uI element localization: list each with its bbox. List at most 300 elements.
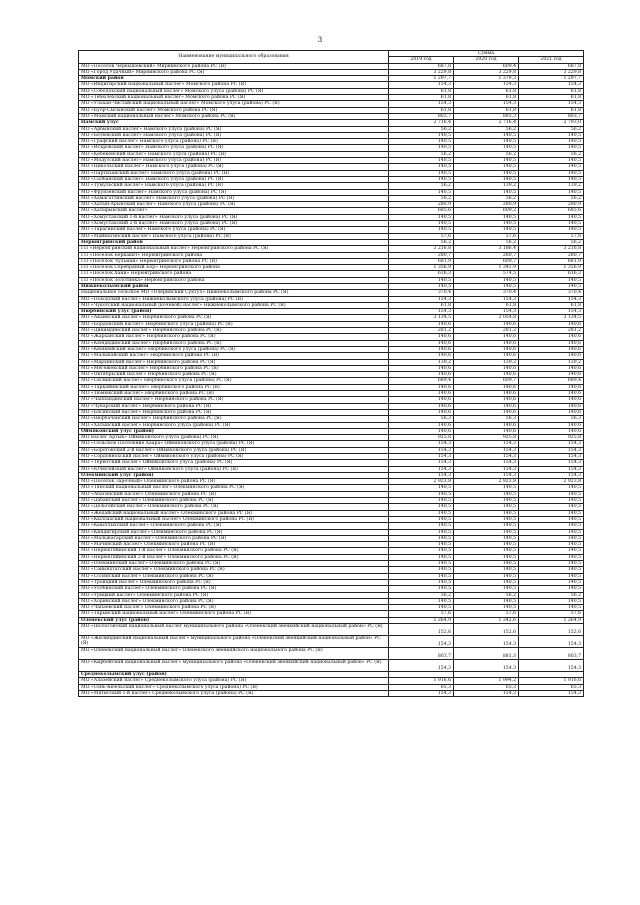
municipality-name: Оймяконский улус (район) [79,428,389,434]
amount-cell: 1 356,9 [389,265,454,271]
amount-cell: 140,5 [519,283,584,289]
amount-cell: 154,3 [454,636,519,648]
amount-cell: 3 229,8 [389,69,454,75]
municipality-name: МО «Алазейский наслег» Среднеколымского улуса (района) РС (Я) [79,678,389,684]
municipality-name: МО «Искровский наслег» Намского улуса (района) РС (Я) [79,145,389,151]
amount-cell: 140,5 [519,579,584,585]
header-year-2019: 2019 год [389,57,454,63]
amount-cell: 280,9 [519,202,584,208]
amount-cell: 65,3 [454,684,519,690]
municipality-name: МО «Графский наслег» Намского улуса (района) РС (Я) [79,139,389,145]
amount-cell: 685,6 [519,208,584,214]
amount-cell: 140,6 [389,422,454,428]
amount-cell: 140,5 [454,510,519,516]
amount-cell: 689,4 [519,378,584,384]
amount-cell: 56,2 [454,126,519,132]
municipality-name: МО «Солянский наслег» Олекминского района РС (Я) [79,573,389,579]
amount-cell: 140,5 [389,158,454,164]
amount-cell: 140,5 [389,214,454,220]
municipality-name: МО «Кюнкюйский наслег» Нюрбинского улуса (района) РС (Я) [79,346,389,352]
municipality-name: МО «Хатын-Арынский наслег» Намского улуса (района) РС (Я) [79,202,389,208]
municipality-name: Нижнеколымский район [79,283,389,289]
amount-cell: 140,5 [454,176,519,182]
amount-cell: 140,5 [454,145,519,151]
amount-cell: 56,3 [519,416,584,422]
amount-cell: 140,5 [389,554,454,560]
amount-cell: 280,7 [454,252,519,258]
amount-cell: 140,5 [454,221,519,227]
amount-cell: 140,5 [519,139,584,145]
amount-cell: 140,6 [519,422,584,428]
amount-cell: 140,5 [454,579,519,585]
amount-cell: 154,3 [389,441,454,447]
amount-cell: 57,6 [519,233,584,239]
municipality-name: МО «Саныяхтатский наслег» Олекминского района РС (Я) [79,567,389,573]
header-name-column: Наименование муниципального образования [79,51,389,64]
municipality-name: ГП «Нерюнгринский национальный наслег» Нерюнгринского района РС (Я) [79,246,389,252]
amount-cell: 140,6 [454,391,519,397]
municipality-name: МО «Салбанский наслег» Намского улуса (района) РС (Я) [79,176,389,182]
municipality-name: МО «Тюмюкский наслег» Нюрбинского района РС (Я) [79,391,389,397]
municipality-name: ГП «Поселок Серебряный Бор» Нерюнгринского района [79,265,389,271]
amount-cell: 140,6 [519,353,584,359]
municipality-name: МО «Троицкий наслег» Олекминского района РС (Я) [79,579,389,585]
municipality-name: Национальное сельское МО «Олеринский Суктул» Нижнеколымского района РС (Я) [79,290,389,296]
amount-cell: 140,5 [389,170,454,176]
table-row [79,648,584,660]
amount-cell: 56,2 [389,126,454,132]
amount-cell: 57,6 [389,611,454,617]
amount-cell: 140,5 [389,523,454,529]
amount-cell: 609,2 [454,208,519,214]
amount-cell: 154,3 [454,660,519,672]
amount-cell: 140,5 [519,170,584,176]
amount-cell: 61,8 [519,302,584,308]
amount-cell: 140,5 [519,176,584,182]
municipality-name: МО «Уолбинский наслег» Олекминского района РС (Я) [79,586,389,592]
amount-cell: 140,5 [389,605,454,611]
amount-cell: 140,5 [519,529,584,535]
amount-cell: 57,6 [389,233,454,239]
amount-cell: 140,5 [389,132,454,138]
amount-cell: 689,4 [389,378,454,384]
amount-cell: 687,8 [519,63,584,69]
municipality-name: Среднеколымский улус (район) [79,672,389,678]
amount-cell: 140,5 [389,510,454,516]
amount-cell: 139,2 [519,359,584,365]
amount-cell: 61,8 [454,95,519,101]
municipality-name: Намский улус [79,120,389,126]
amount-cell: 154,3 [454,296,519,302]
municipality-name: МО «Олекминский наслег» Олекминского района РС (Я) [79,561,389,567]
amount-cell: 139,2 [454,183,519,189]
amount-cell: 687,8 [389,63,454,69]
amount-cell: 140,5 [454,504,519,510]
amount-cell: 140,6 [389,372,454,378]
municipality-name: МО «Арбынский наслег» Намского улуса (района) РС (Я) [79,126,389,132]
amount-cell: 140,5 [454,498,519,504]
amount-cell: 61,8 [519,95,584,101]
municipality-name: МО «Чукарский наслег» Нюрбинского района РС (Я) [79,403,389,409]
amount-cell: 61,8 [389,107,454,113]
amount-cell: 61,8 [389,88,454,94]
amount-cell: 154,3 [454,101,519,107]
municipality-name: МО «Чукотский национальный (кочевой) наслег» Нижнеколымского района РС (Я) [79,302,389,308]
amount-cell: 56,2 [454,592,519,598]
amount-cell: 56,2 [454,195,519,201]
municipality-name: Нерюнгринский район [79,239,389,245]
amount-cell: 140,6 [454,334,519,340]
amount-cell: 140,6 [519,340,584,346]
table-row [79,624,584,636]
amount-cell: 609,7 [454,378,519,384]
amount-cell: 881,3 [454,648,519,660]
amount-cell: 140,6 [519,365,584,371]
municipality-name: МО «Сельское Поселение Хаара» Оймяконского улуса (района) РС (Я) [79,441,389,447]
amount-cell: 140,5 [389,579,454,585]
amount-cell: 152,6 [389,624,454,636]
amount-cell: 140,5 [454,164,519,170]
amount-cell: 280,7 [389,252,454,258]
amount-cell: 140,6 [454,409,519,415]
municipality-name: МО «Дабанский наслег» Олекминского района РС (Я) [79,498,389,504]
municipality-name: МО «Тянский национальный наслег» Олекминского района РС (Я) [79,485,389,491]
municipality-name: МО «Шологонский национальный наслег муниципального района «Оленекский эвенкийский национальный район» РС (Я) [79,624,389,636]
municipality-name: МО «Мятисский 1-й наслег» Среднеколымского улуса (района) РС (Я) [79,690,389,696]
amount-cell: 154,3 [519,447,584,453]
amount-cell: 3 134,5 [389,315,454,321]
amount-cell: 61,8 [454,107,519,113]
amount-cell: 1 264,9 [389,617,454,623]
amount-cell: 1 994,2 [454,678,519,684]
municipality-name: МО «Бетюнский наслег» Намского улуса (района) РС (Я) [79,132,389,138]
amount-cell: 140,6 [389,321,454,327]
municipality-name: МО «Сордоннохский наслег» Оймяконского улуса (района) РС (Я) [79,454,389,460]
amount-cell: 925,8 [454,435,519,441]
amount-cell: 154,3 [389,101,454,107]
amount-cell: 140,5 [519,542,584,548]
amount-cell: 370,4 [519,290,584,296]
amount-cell: 154,3 [389,82,454,88]
amount-cell: 140,5 [519,504,584,510]
amount-cell: 154,3 [519,690,584,696]
amount-cell: 140,5 [389,176,454,182]
amount-cell: 2 923,8 [389,479,454,485]
amount-cell: 1 297,7 [389,76,454,82]
amount-cell: 140,6 [454,321,519,327]
amount-cell: 140,5 [519,145,584,151]
amount-cell: 61,8 [454,88,519,94]
municipality-name: МО «Поселок Черкышевский» Мирнинского района РС (Я) [79,63,389,69]
amount-cell: 616,3 [519,271,584,277]
municipality-name: МО «Модутский наслег» Намского улуса (района) РС (Я) [79,158,389,164]
municipality-name: МО «Ючюгейский наслег» Оймяконского улуса (района) РС (Я) [79,466,389,472]
amount-cell: 56,2 [454,151,519,157]
amount-cell: 140,5 [389,586,454,592]
municipality-name: МО «Сень-Кюельский наслег» Среднеколымского улуса (района) РС (Я) [79,684,389,690]
municipality-name: МО «Кебекенский наслег» Намского улуса (района) РС (Я) [79,151,389,157]
amount-cell: 140,5 [519,277,584,283]
table-row [79,690,584,696]
amount-cell: 140,6 [454,365,519,371]
amount-cell: 140,5 [519,158,584,164]
amount-cell: 140,6 [519,384,584,390]
amount-cell: 140,5 [389,485,454,491]
amount-cell: 140,5 [389,139,454,145]
amount-cell: 154,3 [519,454,584,460]
amount-cell: 140,5 [454,214,519,220]
amount-cell: 885,3 [454,113,519,119]
amount-cell: 56,2 [454,239,519,245]
amount-cell: 140,6 [519,428,584,434]
municipality-name: МО «Дельгейский наслег» Олекминского района РС (Я) [79,504,389,510]
municipality-name: МО «Кыллахский национальный наслег» Олекминского района РС (Я) [79,516,389,522]
amount-cell: 140,5 [389,277,454,283]
amount-cell: 3 134,5 [519,315,584,321]
amount-cell: 140,5 [519,516,584,522]
amount-cell: 140,5 [519,164,584,170]
amount-cell: 280,9 [454,202,519,208]
table-row [79,636,584,648]
amount-cell: 61,8 [389,95,454,101]
amount-cell: 140,5 [454,227,519,233]
municipality-name: МО «Момский национальный наслег» Момского района РС (Я) [79,113,389,119]
amount-cell: 154,3 [519,441,584,447]
amount-cell: 140,6 [389,365,454,371]
amount-cell: 140,5 [519,586,584,592]
subsidy-table [78,50,584,697]
amount-cell: 56,2 [389,239,454,245]
amount-cell: 140,5 [454,283,519,289]
amount-cell: 56,2 [519,151,584,157]
municipality-name: МО «Мачинский наслег» Олекминского района РС (Я) [79,542,389,548]
amount-cell: 65,3 [519,684,584,690]
amount-cell: 2 716,4 [454,120,519,126]
municipality-name: МО «Таркайинский наслег» Нюрбинского района РС (Я) [79,384,389,390]
municipality-name: Момский район [79,76,389,82]
amount-cell: 56,2 [519,592,584,598]
municipality-name: МО «Чапаевский наслег» Олекминского района РС (Я) [79,605,389,611]
amount-cell: 56,2 [389,183,454,189]
municipality-name: МО «Нюрбачанский наслег» Нюрбинского района РС (Я) [79,416,389,422]
amount-cell: 281,2 [454,328,519,334]
amount-cell: 140,5 [519,554,584,560]
amount-cell: 140,5 [519,491,584,497]
municipality-name: МО «Бясинский наслег» Нюрбинского района РС (Я) [79,409,389,415]
amount-cell: 140,5 [389,561,454,567]
amount-cell: 152,6 [454,624,519,636]
amount-cell: 140,6 [519,391,584,397]
amount-cell: 140,5 [519,485,584,491]
amount-cell: 140,6 [454,422,519,428]
amount-cell: 1 341,9 [454,265,519,271]
amount-cell: 140,5 [519,573,584,579]
amount-cell: 154,3 [454,441,519,447]
amount-cell: 140,6 [454,372,519,378]
amount-cell: 140,5 [389,535,454,541]
municipality-name: МО «Хоринский наслег» Олекминского района РС (Я) [79,598,389,604]
amount-cell: 574,5 [454,271,519,277]
amount-cell: 154,3 [454,466,519,472]
amount-cell: 140,5 [519,510,584,516]
amount-cell: 140,5 [519,132,584,138]
amount-cell: 140,5 [389,491,454,497]
municipality-name: МО «Малыкайский наслег» Нюрбинского района РС (Я) [79,353,389,359]
amount-cell: 140,5 [519,598,584,604]
amount-cell: 140,6 [519,346,584,352]
amount-cell: 140,6 [389,384,454,390]
municipality-name: МО «Сюлинский наслег» Нюрбинского улуса (района) РС (Я) [79,378,389,384]
amount-cell: 154,3 [389,454,454,460]
amount-cell: 140,5 [454,277,519,283]
municipality-name: МО «Улахан-Чистайский национальный наслег» Момского улуса (района) РС (Я) [79,101,389,107]
amount-cell: 61,8 [454,302,519,308]
amount-cell: 140,5 [454,516,519,522]
amount-cell: 140,5 [389,542,454,548]
amount-cell: 140,5 [454,554,519,560]
amount-cell: 1 356,9 [519,265,584,271]
amount-cell: 140,5 [454,139,519,145]
amount-cell: 140,6 [519,321,584,327]
municipality-name: Оленекский улус (район) [79,617,389,623]
municipality-name: ГП «Поселок Хани» Нерюнгринского района [79,271,389,277]
amount-cell: 154,3 [519,296,584,302]
amount-cell: 925,8 [389,435,454,441]
amount-cell: 154,3 [389,460,454,466]
amount-cell: 140,6 [389,340,454,346]
amount-cell: 3 229,8 [519,69,584,75]
amount-cell: 139,2 [454,359,519,365]
amount-cell: 140,5 [454,485,519,491]
amount-cell: 140,6 [519,403,584,409]
amount-cell: 2 923,8 [519,479,584,485]
municipality-name: МО «Абагинский наслег» Олекминского района РС (Я) [79,491,389,497]
amount-cell: 154,3 [454,309,519,315]
amount-cell: 140,6 [519,409,584,415]
amount-cell: 154,3 [454,472,519,478]
amount-cell: 140,6 [389,403,454,409]
municipality-name: МО «Хамагаттинский наслег» Намского улуса (района) РС (Я) [79,195,389,201]
amount-cell: 140,5 [519,498,584,504]
amount-cell: 154,3 [389,660,454,672]
amount-cell: 140,6 [454,384,519,390]
amount-cell: 140,5 [519,221,584,227]
amount-cell: 616,3 [389,271,454,277]
amount-cell: 140,6 [454,340,519,346]
amount-cell: 140,6 [454,428,519,434]
amount-cell: 140,5 [389,283,454,289]
amount-cell: 57,6 [519,611,584,617]
municipality-name: Нюрбинский улус (район) [79,309,389,315]
amount-cell: 280,9 [389,202,454,208]
municipality-name: МО «Октябрьский наслег» Нюрбинского района РС (Я) [79,372,389,378]
amount-cell: 140,5 [519,535,584,541]
municipality-name: МО «Оленекский национальный наслег» Оленекского эвенкийского национального района РС (Я) [79,648,389,660]
municipality-name: МО «Соболохский национальный наслег» Момского улуса (района) РС (Я) [79,88,389,94]
municipality-name: МО «Никольский наслег» Намского улуса (района) РС (Я) [79,164,389,170]
amount-cell: 139,2 [389,359,454,365]
amount-cell: 140,5 [389,189,454,195]
municipality-name: МО «Фрунзенский наслег» Намского улуса (района) РС (Я) [79,189,389,195]
municipality-name: МО «Поселок Заречный» Олекминского района РС (Я) [79,479,389,485]
amount-cell: 281,2 [519,328,584,334]
amount-cell: 681,9 [519,258,584,264]
amount-cell: 154,3 [519,82,584,88]
amount-cell: 154,3 [389,309,454,315]
amount-cell: 2 716,4 [389,120,454,126]
amount-cell: 1 264,9 [519,617,584,623]
amount-cell: 140,5 [454,170,519,176]
amount-cell: 154,3 [454,690,519,696]
amount-cell: 56,2 [389,592,454,598]
amount-cell: 3 216,8 [389,246,454,252]
amount-cell: 56,3 [389,416,454,422]
amount-cell: 370,4 [454,290,519,296]
municipality-name: МО «Хомустахский 1-й наслег» Намского улуса (района) РС (Я) [79,214,389,220]
amount-cell: 154,3 [389,472,454,478]
municipality-name: МО «Урицкий наслег» Олекминского района РС (Я) [79,592,389,598]
amount-cell: 140,5 [389,598,454,604]
amount-cell: 803,7 [519,648,584,660]
municipality-name: МО «Хатынский наслег» Нюрбинского улуса (района) РС (Я) [79,422,389,428]
amount-cell: 140,5 [389,164,454,170]
amount-cell: 140,5 [389,221,454,227]
amount-cell: 140,5 [389,516,454,522]
municipality-name: МО «Походский наслег» Нижнеколымского улуса (района) РС (Я) [79,296,389,302]
amount-cell: 154,3 [519,466,584,472]
amount-cell: 140,5 [519,214,584,220]
municipality-name: МО «Жарханский наслег» Нюрбинского района РС (Я) [79,334,389,340]
amount-cell: 154,3 [454,460,519,466]
amount-cell: 140,5 [454,586,519,592]
amount-cell: 154,3 [389,466,454,472]
amount-cell: 681,9 [389,258,454,264]
amount-cell: 140,5 [389,145,454,151]
amount-cell: 140,5 [454,573,519,579]
municipality-name: МО «Мархинский наслег» Нюрбинского района РС (Я) [79,359,389,365]
amount-cell: 803,7 [389,113,454,119]
amount-cell: 140,6 [519,397,584,403]
amount-cell: 154,3 [389,690,454,696]
amount-cell: 154,3 [389,447,454,453]
amount-cell: 56,2 [389,195,454,201]
amount-cell: 140,5 [454,548,519,554]
municipality-name: МО «Тумульский наслег» Намского улуса (района) РС (Я) [79,183,389,189]
municipality-name: МО «Хатырыкский наслег» [79,208,389,214]
municipality-name: МО «Мальжагарский наслег» Олекминского района РС (Я) [79,535,389,541]
amount-cell: 140,5 [519,227,584,233]
amount-cell: 140,5 [454,523,519,529]
amount-cell: 140,5 [519,567,584,573]
amount-cell: 3 216,8 [519,246,584,252]
municipality-name: МО «Терютский наслег» Оймяконского улуса (района) РС (Я) [79,460,389,466]
amount-cell: 1 916,6 [519,678,584,684]
municipality-name: МО «Кирбейский национальный наслег» муниципального района «Оленекский эвенкийский национальный район» РС (Я) [79,660,389,672]
amount-cell: 140,6 [454,403,519,409]
amount-cell: 140,5 [454,598,519,604]
amount-cell: 140,5 [389,498,454,504]
amount-cell: 140,6 [389,353,454,359]
amount-cell: 154,3 [519,101,584,107]
amount-cell: 609,7 [454,258,519,264]
amount-cell: 281,2 [389,328,454,334]
amount-cell: 154,3 [519,660,584,672]
amount-cell: 140,5 [389,573,454,579]
municipality-name: МО «Кыыллыхский наслег» Олекминского района РС (Я) [79,523,389,529]
amount-cell: 56,2 [389,151,454,157]
amount-cell: 140,5 [389,504,454,510]
municipality-name: МО наслег Артык» Оймяконского улуса (района) РС (Я) [79,435,389,441]
